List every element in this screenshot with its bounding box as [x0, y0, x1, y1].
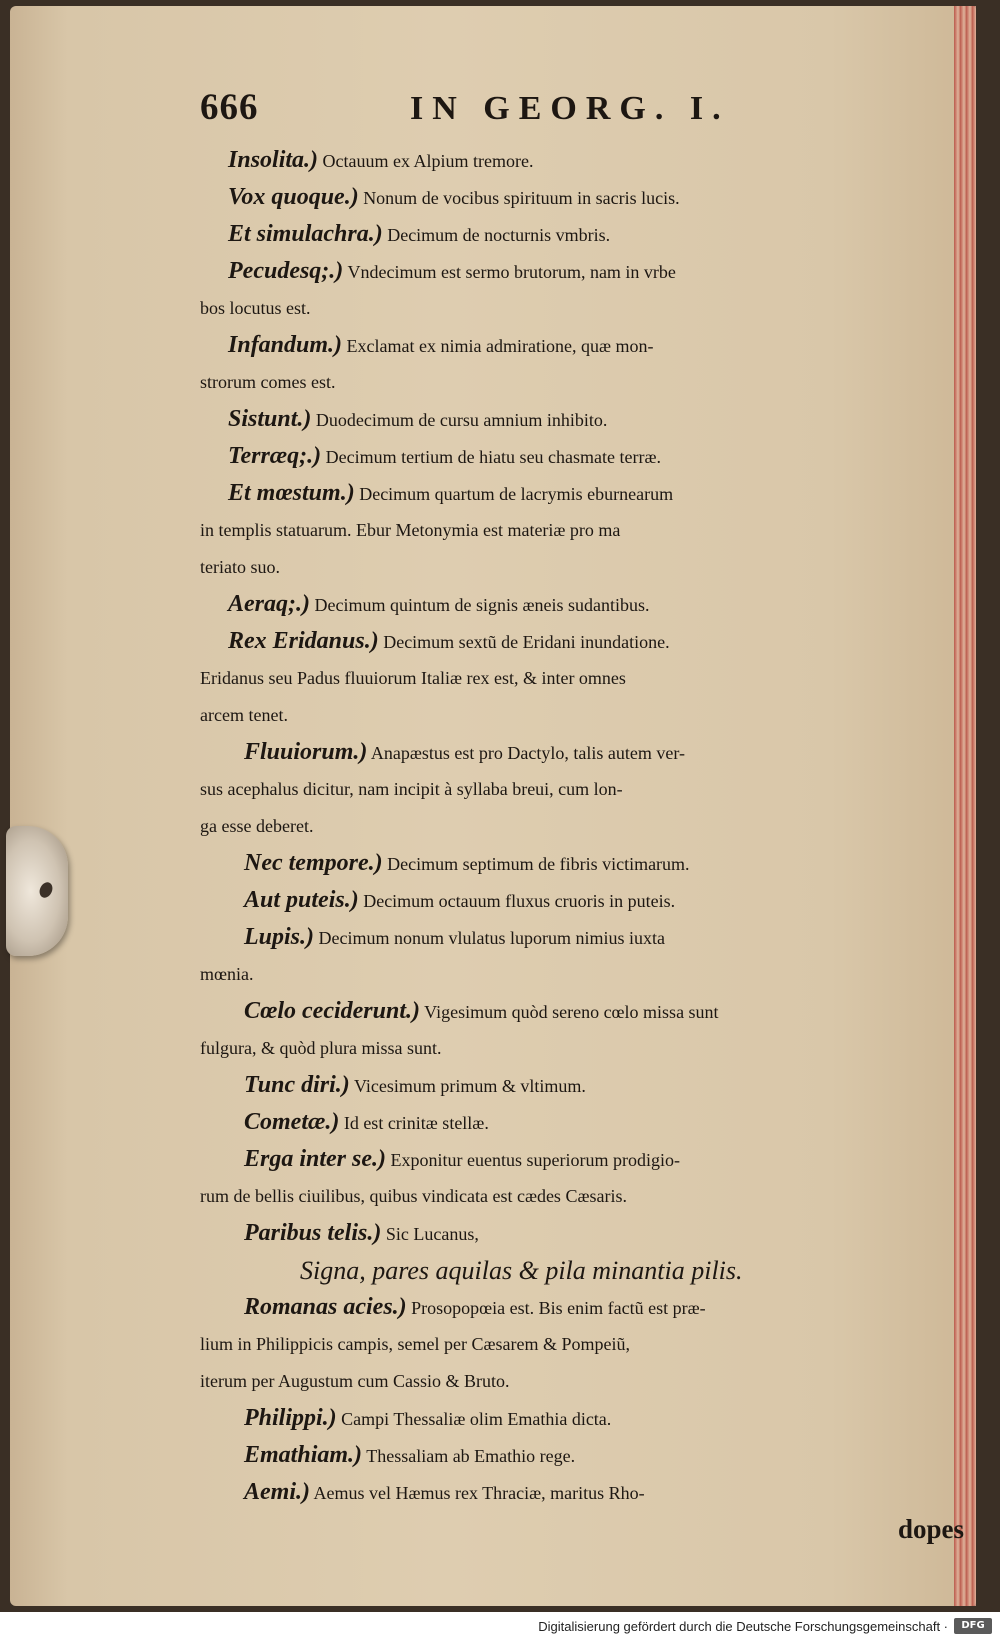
commentary-line [200, 586, 968, 623]
commentary-line [200, 808, 968, 845]
line-text: Decimum octauum fluxus cruoris in puteis. [363, 891, 676, 911]
line-text: Sic Lucanus, [385, 1224, 479, 1244]
line-text: iterum per Augustum cum Cassio & Bruto. [200, 1371, 510, 1391]
commentary-line [200, 253, 968, 290]
commentary-line [200, 1030, 968, 1067]
line-text: Decimum septimum de fibris victimarum. [387, 854, 690, 874]
line-text: lium in Philippicis campis, semel per Cæsarem & Pompeiũ, [200, 1334, 630, 1354]
lemma: Terræq;.) [228, 443, 322, 469]
line-text: Decimum quintum de signis æneis sudantibus. [314, 595, 650, 615]
commentary-line [200, 216, 968, 253]
line-text: strorum comes est. [200, 372, 336, 392]
lemma: Aut puteis.) [244, 887, 359, 913]
commentary-line [200, 1178, 968, 1215]
commentary-line [200, 401, 968, 438]
footer-credit: Digitalisierung gefördert durch die Deutsche Forschungsgemeinschaft · [538, 1619, 948, 1634]
line-text: in templis statuarum. Ebur Metonymia est materiæ pro ma [200, 520, 621, 540]
line-text: Exclamat ex nimia admiratione, quæ mon- [346, 336, 654, 356]
commentary-line [200, 660, 968, 697]
commentary-line [200, 1363, 968, 1400]
lemma: Erga inter se.) [244, 1146, 387, 1172]
line-text: Prosopopœia est. Bis enim factũ est præ- [411, 1298, 706, 1318]
commentary-line [200, 512, 968, 549]
commentary-line [200, 179, 968, 216]
line-text: rum de bellis ciuilibus, quibus vindicata est cædes Cæsaris. [200, 1186, 627, 1206]
catchword: dopes [897, 1514, 964, 1544]
line-text: Nonum de vocibus spirituum in sacris lucis. [363, 188, 680, 208]
line-text: Thessaliam ab Emathio rege. [366, 1446, 576, 1466]
lemma: Insolita.) [228, 147, 319, 173]
commentary-line [200, 549, 968, 586]
line-text: Vndecimum est sermo brutorum, nam in vrbe [347, 262, 676, 282]
commentary-line [200, 1326, 968, 1363]
commentary-line [200, 1067, 968, 1104]
lemma: Et mœstum.) [228, 480, 355, 506]
text-block [200, 80, 968, 1548]
line-text: teriato suo. [200, 557, 280, 577]
lemma: Cœlo ceciderunt.) [244, 998, 420, 1024]
line-text: Campi Thessaliæ olim Emathia dicta. [341, 1409, 612, 1429]
lemma: Rex Eridanus.) [228, 628, 379, 654]
lemma: Infandum.) [228, 332, 343, 358]
commentary-line [200, 882, 968, 919]
commentary-line [200, 1104, 968, 1141]
commentary-line [200, 475, 968, 512]
lemma: Tunc diri.) [244, 1072, 350, 1098]
line-text: Decimum nonum vlulatus luporum nimius iuxta [318, 928, 665, 948]
line-text: Vicesimum primum & vltimum. [353, 1076, 586, 1096]
lemma: Pecudesq;.) [228, 258, 344, 284]
lemma: Sistunt.) [228, 406, 312, 432]
line-text: Decimum quartum de lacrymis eburnearum [359, 484, 674, 504]
line-text: Decimum de nocturnis vmbris. [387, 225, 611, 245]
commentary-line [200, 956, 968, 993]
commentary-line [200, 327, 968, 364]
verse-quote: Signa, pares aquilas & pila minantia pilis. [300, 1256, 743, 1285]
commentary-line [200, 623, 968, 660]
line-text: sus acephalus dicitur, nam incipit à syllaba breui, cum lon- [200, 779, 623, 799]
commentary-line [200, 1141, 968, 1178]
line-text: ga esse deberet. [200, 816, 314, 836]
commentary-line [200, 290, 968, 327]
line-text: Duodecimum de cursu amnium inhibito. [315, 410, 608, 430]
commentary-line [200, 845, 968, 882]
commentary-line [200, 1400, 968, 1437]
line-text: Eridanus seu Padus fluuiorum Italiæ rex est, & inter omnes [200, 668, 626, 688]
lemma: Lupis.) [244, 924, 315, 950]
commentary-line [200, 771, 968, 808]
lemma: Aemi.) [244, 1479, 310, 1505]
lemma: Vox quoque.) [228, 184, 359, 210]
line-text: fulgura, & quòd plura missa sunt. [200, 1038, 442, 1058]
lemma: Emathiam.) [244, 1442, 363, 1468]
lemma: Romanas acies.) [244, 1294, 407, 1320]
line-text: Aemus vel Hæmus rex Thraciæ, maritus Rho- [313, 1483, 645, 1503]
commentary-line [200, 993, 968, 1030]
lemma: Philippi.) [244, 1405, 337, 1431]
lemma: Nec tempore.) [244, 850, 383, 876]
running-title: IN GEORG. I. [410, 90, 730, 127]
line-text: arcem tenet. [200, 705, 288, 725]
line-text: Decimum sextũ de Eridani inundatione. [383, 632, 670, 652]
commentary-line [200, 142, 968, 179]
commentary-line [200, 1252, 968, 1289]
commentary-lines [200, 142, 968, 1511]
commentary-line [200, 1289, 968, 1326]
dfg-logo: DFG [954, 1618, 992, 1634]
line-text: mœnia. [200, 964, 254, 984]
lemma: Cometæ.) [244, 1109, 340, 1135]
commentary-line [200, 438, 968, 475]
commentary-line [200, 919, 968, 956]
line-text: Decimum tertium de hiatu seu chasmate terræ. [325, 447, 661, 467]
lemma: Paribus telis.) [244, 1220, 382, 1246]
commentary-line [200, 1437, 968, 1474]
book-clasp [6, 826, 68, 956]
commentary-line [200, 1215, 968, 1252]
line-text: bos locutus est. [200, 298, 311, 318]
line-text: Exponitur euentus superiorum prodigio- [390, 1150, 680, 1170]
line-text: Id est crinitæ stellæ. [343, 1113, 489, 1133]
commentary-line [200, 1474, 968, 1511]
page-number: 666 [200, 87, 259, 128]
commentary-line [200, 734, 968, 771]
commentary-line [200, 697, 968, 734]
lemma: Et simulachra.) [228, 221, 383, 247]
lemma: Aeraq;.) [228, 591, 310, 617]
lemma: Fluuiorum.) [244, 739, 368, 765]
line-text: Vigesimum quòd sereno cœlo missa sunt [424, 1002, 719, 1022]
footer-bar [0, 1612, 1000, 1641]
line-text: Anapæstus est pro Dactylo, talis autem ver- [370, 743, 685, 763]
page-header [200, 80, 968, 142]
commentary-line [200, 364, 968, 401]
line-text: Octauum ex Alpium tremore. [322, 151, 534, 171]
